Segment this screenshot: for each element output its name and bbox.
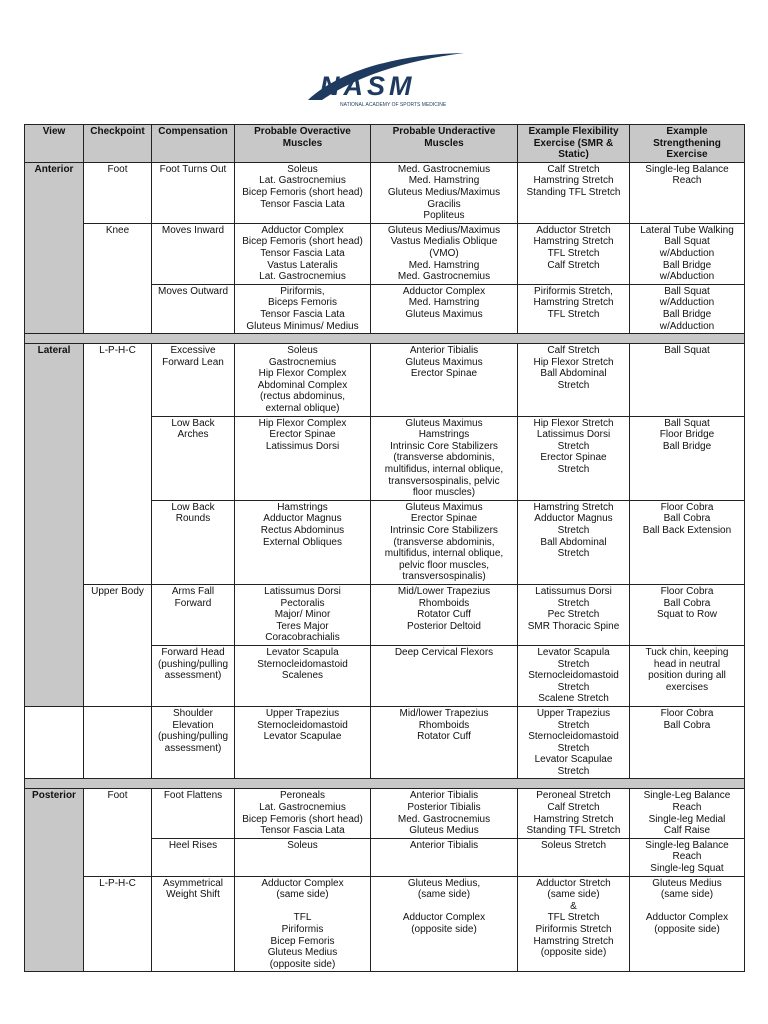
cell-compensation: Moves Inward xyxy=(152,223,235,284)
cell-flexibility: Peroneal Stretch Calf Stretch Hamstring Stretch Standing TFL Stretch xyxy=(518,789,630,838)
cell-overactive: Soleus Lat. Gastrocnemius Bicep Femoris (short head) Tensor Fascia Lata xyxy=(235,162,371,223)
cell-flexibility: Hip Flexor Stretch Latissimus Dorsi Stretch Erector Spinae Stretch xyxy=(518,416,630,500)
cell-flexibility: Adductor Stretch Hamstring Stretch TFL Stretch Calf Stretch xyxy=(518,223,630,284)
cell-compensation: Moves Outward xyxy=(152,284,235,333)
assessment-table-wrapper xyxy=(24,124,744,972)
cell-flexibility: Hamstring Stretch Adductor Magnus Stretch Ball Abdominal Stretch xyxy=(518,500,630,584)
cell-flexibility: Adductor Stretch (same side) & TFL Stretch Piriformis Stretch Hamstring Stretch (opposite side) xyxy=(518,876,630,972)
cell-underactive: Deep Cervical Flexors xyxy=(371,645,518,706)
cell-underactive: Mid/lower Trapezius Rhomboids Rotator Cuff xyxy=(371,706,518,779)
cell-compensation: Foot Flattens xyxy=(152,789,235,838)
header-flexibility: Example Flexibility Exercise (SMR & Static) xyxy=(518,125,630,163)
view-lateral: Lateral xyxy=(25,344,84,707)
cell-strengthening: Ball Squat xyxy=(630,344,745,417)
cell-strengthening: Floor Cobra Ball Cobra Ball Back Extension xyxy=(630,500,745,584)
cell-compensation: Low Back Rounds xyxy=(152,500,235,584)
cell-underactive: Anterior Tibialis xyxy=(371,838,518,876)
cell-strengthening: Ball Squat Floor Bridge Ball Bridge xyxy=(630,416,745,500)
cell-underactive: Gluteus Medius/Maximus Vastus Medialis Oblique (VMO) Med. Hamstring Med. Gastrocnemius xyxy=(371,223,518,284)
cell-underactive: Anterior Tibialis Gluteus Maximus Erector Spinae xyxy=(371,344,518,417)
cell-flexibility: Soleus Stretch xyxy=(518,838,630,876)
header-row xyxy=(25,125,745,163)
separator-cell xyxy=(25,334,745,344)
cell-checkpoint: L-P-H-C xyxy=(84,876,152,972)
cell-overactive: Peroneals Lat. Gastrocnemius Bicep Femoris (short head) Tensor Fascia Lata xyxy=(235,789,371,838)
header-overactive: Probable Overactive Muscles xyxy=(235,125,371,163)
nasm-logo xyxy=(300,48,470,112)
separator-cell xyxy=(25,779,745,789)
table-row xyxy=(25,162,745,223)
header-compensation: Compensation xyxy=(152,125,235,163)
cell-underactive: Gluteus Maximus Erector Spinae Intrinsic Core Stabilizers (transverse abdominis, multifidus, internal oblique, pelvic floor muscles, transversospinalis) xyxy=(371,500,518,584)
cell-compensation: Low Back Arches xyxy=(152,416,235,500)
cell-checkpoint: Foot xyxy=(84,162,152,223)
cell-checkpoint: Foot xyxy=(84,789,152,876)
nasm-logo-graphic xyxy=(300,48,470,112)
cell-overactive: Piriformis, Biceps Femoris Tensor Fascia Lata Gluteus Minimus/ Medius xyxy=(235,284,371,333)
cell-underactive: Gluteus Maximus Hamstrings Intrinsic Core Stabilizers (transverse abdominis, multifidus, internal oblique, transversospinalis, pelvic floor muscles) xyxy=(371,416,518,500)
cell-overactive: Latissumus Dorsi Pectoralis Major/ Minor Teres Major Coracobrachialis xyxy=(235,584,371,645)
section-separator xyxy=(25,779,745,789)
cell-overactive: Upper Trapezius Sternocleidomastoid Levator Scapulae xyxy=(235,706,371,779)
cell-overactive: Hamstrings Adductor Magnus Rectus Abdominus External Obliques xyxy=(235,500,371,584)
header-view: View xyxy=(25,125,84,163)
header-underactive: Probable Underactive Muscles xyxy=(371,125,518,163)
cell-flexibility: Upper Trapezius Stretch Sternocleidomastoid Stretch Levator Scapulae Stretch xyxy=(518,706,630,779)
cell-strengthening: Single-leg Balance Reach Single-leg Squat xyxy=(630,838,745,876)
cell-strengthening: Gluteus Medius (same side) Adductor Complex (opposite side) xyxy=(630,876,745,972)
cell-flexibility: Calf Stretch Hamstring Stretch Standing TFL Stretch xyxy=(518,162,630,223)
cell-underactive: Adductor Complex Med. Hamstring Gluteus Maximus xyxy=(371,284,518,333)
table-row xyxy=(25,706,745,779)
cell-strengthening: Single-leg Balance Reach xyxy=(630,162,745,223)
cell-underactive: Anterior Tibialis Posterior Tibialis Med. Gastrocnemius Gluteus Medius xyxy=(371,789,518,838)
cell-strengthening: Floor Cobra Ball Cobra Squat to Row xyxy=(630,584,745,645)
cell-checkpoint-empty xyxy=(84,706,152,779)
table-row xyxy=(25,584,745,645)
logo-tagline: NATIONAL ACADEMY OF SPORTS MEDICINE xyxy=(340,102,447,108)
cell-compensation: Forward Head (pushing/pulling assessment) xyxy=(152,645,235,706)
header-checkpoint: Checkpoint xyxy=(84,125,152,163)
cell-strengthening: Ball Squat w/Adduction Ball Bridge w/Adduction xyxy=(630,284,745,333)
cell-checkpoint: Knee xyxy=(84,223,152,333)
cell-overactive: Soleus Gastrocnemius Hip Flexor Complex Abdominal Complex (rectus abdominus, external oblique) xyxy=(235,344,371,417)
section-separator xyxy=(25,334,745,344)
table-row xyxy=(25,344,745,417)
cell-overactive: Adductor Complex Bicep Femoris (short head) Tensor Fascia Lata Vastus Lateralis Lat. Gastrocnemius xyxy=(235,223,371,284)
cell-strengthening: Lateral Tube Walking Ball Squat w/Abduction Ball Bridge w/Abduction xyxy=(630,223,745,284)
cell-compensation: Excessive Forward Lean xyxy=(152,344,235,417)
cell-compensation: Shoulder Elevation (pushing/pulling assessment) xyxy=(152,706,235,779)
cell-strengthening: Tuck chin, keeping head in neutral position during all exercises xyxy=(630,645,745,706)
cell-view-empty xyxy=(25,706,84,779)
cell-compensation: Arms Fall Forward xyxy=(152,584,235,645)
cell-flexibility: Piriformis Stretch, Hamstring Stretch TFL Stretch xyxy=(518,284,630,333)
cell-compensation: Heel Rises xyxy=(152,838,235,876)
cell-compensation: Asymmetrical Weight Shift xyxy=(152,876,235,972)
cell-underactive: Mid/Lower Trapezius Rhomboids Rotator Cuff Posterior Deltoid xyxy=(371,584,518,645)
cell-strengthening: Floor Cobra Ball Cobra xyxy=(630,706,745,779)
cell-overactive: Hip Flexor Complex Erector Spinae Latissimus Dorsi xyxy=(235,416,371,500)
cell-overactive: Adductor Complex (same side) TFL Piriformis Bicep Femoris Gluteus Medius (opposite side) xyxy=(235,876,371,972)
cell-flexibility: Calf Stretch Hip Flexor Stretch Ball Abdominal Stretch xyxy=(518,344,630,417)
logo-wordmark: NASM xyxy=(320,71,416,101)
cell-overactive: Soleus xyxy=(235,838,371,876)
cell-underactive: Med. Gastrocnemius Med. Hamstring Gluteus Medius/Maximus Gracilis Popliteus xyxy=(371,162,518,223)
cell-overactive: Levator Scapula Sternocleidomastoid Scalenes xyxy=(235,645,371,706)
cell-flexibility: Latissumus Dorsi Stretch Pec Stretch SMR Thoracic Spine xyxy=(518,584,630,645)
view-anterior: Anterior xyxy=(25,162,84,333)
cell-flexibility: Levator Scapula Stretch Sternocleidomastoid Stretch Scalene Stretch xyxy=(518,645,630,706)
view-posterior: Posterior xyxy=(25,789,84,972)
assessment-table xyxy=(24,124,745,972)
cell-checkpoint: L-P-H-C xyxy=(84,344,152,585)
table-row xyxy=(25,223,745,284)
cell-compensation: Foot Turns Out xyxy=(152,162,235,223)
table-row xyxy=(25,789,745,838)
cell-strengthening: Single-Leg Balance Reach Single-leg Medial Calf Raise xyxy=(630,789,745,838)
table-row xyxy=(25,876,745,972)
header-strengthening: Example Strengthening Exercise xyxy=(630,125,745,163)
cell-underactive: Gluteus Medius, (same side) Adductor Complex (opposite side) xyxy=(371,876,518,972)
cell-checkpoint: Upper Body xyxy=(84,584,152,706)
